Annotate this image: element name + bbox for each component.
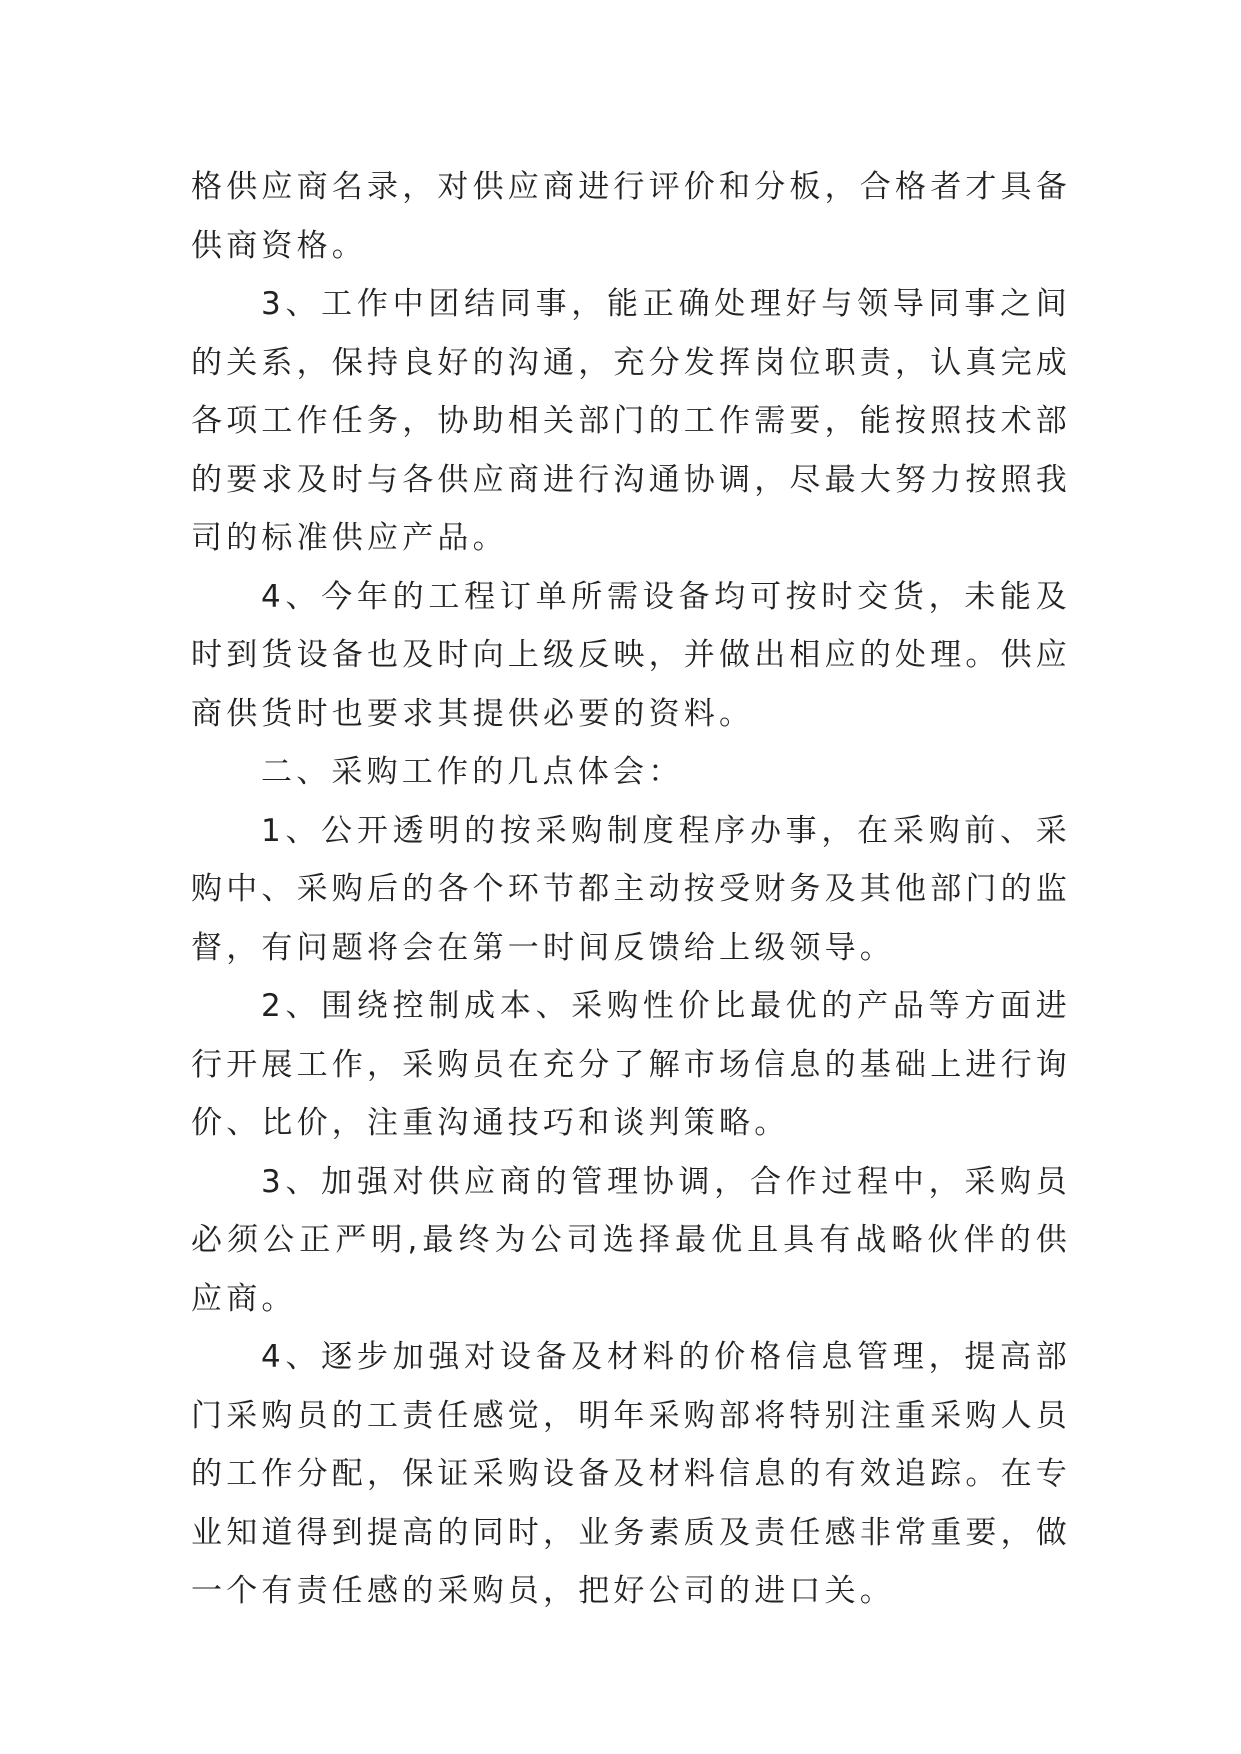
document-body: [191, 158, 1071, 1621]
section-heading-experience: 二、采购工作的几点体会：: [261, 754, 684, 790]
paragraph-supplier-list: 格供应商名录，对供应商进行评价和分板，合格者才具备供商资格。: [191, 169, 1071, 264]
paragraph-item-3-teamwork: 3、工作中团结同事，能正确处理好与领导同事之间的关系，保持良好的沟通，充分发挥岗位职责，认真完成各项工作任务，协助相关部门的工作需要，能按照技术部的要求及时与各供应商进行沟通协调，尽最大努力按照我司的标准供应产品。: [191, 286, 1071, 556]
paragraph-experience-4: 4、逐步加强对设备及材料的价格信息管理，提高部门采购员的工责任感觉，明年采购部将特别注重采购人员的工作分配，保证采购设备及材料信息的有效追踪。在专业知道得到提高的同时，业务素质及责任感非常重要，做一个有责任感的采购员，把好公司的进口关。: [191, 1339, 1071, 1609]
paragraph-item-4-delivery: 4、今年的工程订单所需设备均可按时交货，未能及时到货设备也及时向上级反映，并做出相应的处理。供应商供货时也要求其提供必要的资料。: [191, 578, 1071, 732]
paragraph-experience-1: 1、公开透明的按采购制度程序办事，在采购前、采购中、采购后的各个环节都主动按受财务及其他部门的监督，有问题将会在第一时间反馈给上级领导。: [191, 812, 1071, 966]
paragraph-experience-2: 2、围绕控制成本、采购性价比最优的产品等方面进行开展工作，采购员在充分了解市场信息的基础上进行询价、比价，注重沟通技巧和谈判策略。: [191, 988, 1071, 1141]
paragraph-experience-3: 3、加强对供应商的管理协调，合作过程中，采购员必须公正严明,最终为公司选择最优且具有战略伙伴的供应商。: [191, 1163, 1071, 1317]
